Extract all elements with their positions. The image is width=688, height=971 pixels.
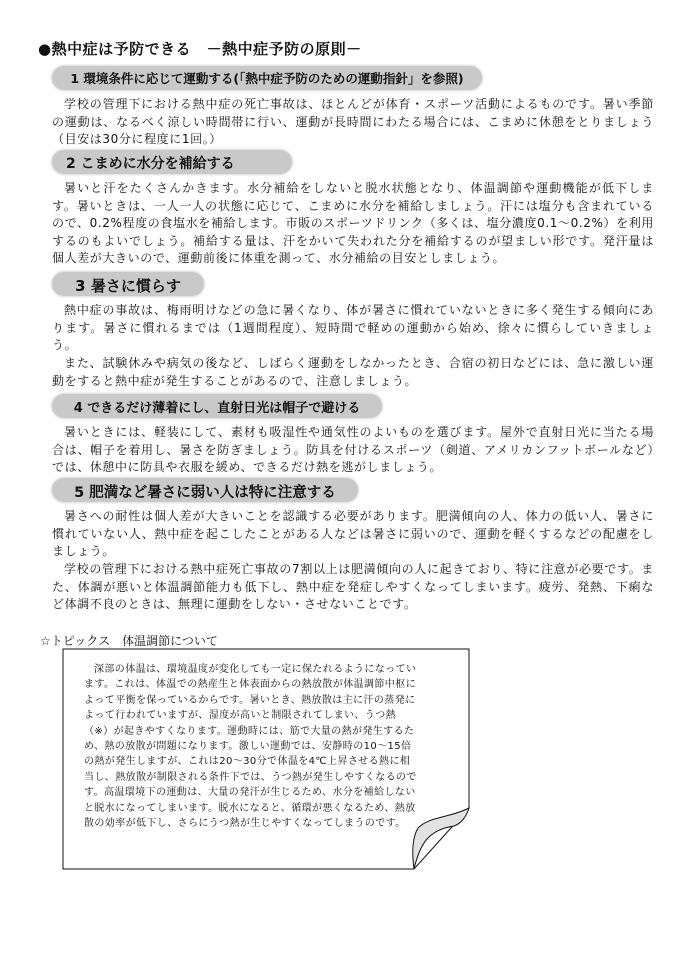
section-4-heading: 4 できるだけ薄着にし、直射日光は帽子で避ける xyxy=(73,401,361,416)
section-4-heading-bar xyxy=(52,394,382,418)
topics-note-box xyxy=(62,648,470,870)
topics-label: ☆トピックス 体温調節について xyxy=(40,634,218,648)
section-2-heading: 2 こまめに水分を補給する xyxy=(66,156,235,172)
section-5-heading: 5 肥満など暑さに弱い人は特に注意する xyxy=(74,485,336,501)
topics-body: 深部の体温は、環境温度が変化しても一定に保たれるようになっています。これは、体温での熱産生と体表面からの熱放散が体温調節中枢によって平衡を保っているからです。暑いとき、熱放散は主に汗の蒸発によって行われていますが、湿度が高いと制限されてしまい、うつ熱（※）が起きやすくなります。運動時には、筋で大量の熱が発生するため、熱の放散が問題になります。激しい運動では、安静時の10～15倍の熱が発生しますが、これは20～30分で体温を4℃上昇させる熱に相当し、熱放散が制限される条件下では、うつ熱が発生しやすくなるのです。高温環境下の運動は、大量の発汗が生じるため、水分を補給しないと脱水になってしまいます。脱水になると、循環が悪くなるため、熱放散の効率が低下し、さらにうつ熱が生じやすくなってしまうのです。 xyxy=(84,664,417,830)
section-3-paragraph-1: 熱中症の事故は、梅雨明けなどの急に暑くなり、体が暑さに慣れていないときに多く発生する傾向にあります。暑さに慣れるまでは（1週間程度）、短時間で軽めの運動から始め、徐々に慣らしていきましょう。 xyxy=(52,303,654,352)
section-1-heading-bar xyxy=(52,66,482,90)
section-4-paragraph-1: 暑いときには、軽装にして、素材も吸湿性や通気性のよいものを選びます。屋外で直射日光に当たる場合は、帽子を着用し、暑さを防ぎましょう。防具を付けるスポーツ（剣道、アメリカンフットボールなど）では、休憩中に防具や衣服を緩め、できるだけ熱を逃がしましょう。 xyxy=(52,425,654,474)
section-1-heading: 1 環境条件に応じて運動する(「熱中症予防のための運動指針」を参照) xyxy=(70,71,464,86)
section-5-paragraph-1: 暑さへの耐性は個人差が大きいことを認識する必要があります。肥満傾向の人、体力の低い人、暑さに慣れていない人、熱中症を起こしたことがある人などは暑さに弱いので、運動を軽くするなどの配慮をしましょう。 xyxy=(52,509,654,558)
section-2-heading-bar xyxy=(52,150,292,174)
section-3-heading-bar xyxy=(52,272,204,296)
section-3-heading: 3 暑さに慣らす xyxy=(75,277,181,295)
section-2-paragraph-1: 暑いと汗をたくさんかきます。水分補給をしないと脱水状態となり、体温調節や運動機能が低下します。暑いときは、一人一人の状態に応じて、こまめに水分を補給しましょう。汗には塩分も含まれているので、0.2%程度の食塩水を補給します。市販のスポーツドリンク（多くは、塩分濃度0.1～0.2%）を利用するのもよいでしょう。補給する量は、汗をかいて失われた分を補給するのが望ましい形です。発汗量は個人差が大きいので、運動前後に体重を測って、水分補給の目安としましょう。 xyxy=(52,181,654,265)
section-1-paragraph-1: 学校の管理下における熱中症の死亡事故は、ほとんどが体育・スポーツ活動によるものです。暑い季節の運動は、なるべく涼しい時間帯に行い、運動が長時間にわたる場合には、こまめに休憩をとりましょう（目安は30分に程度に1回。） xyxy=(52,97,654,146)
section-5-paragraph-2: 学校の管理下における熱中症死亡事故の7割以上は肥満傾向の人に起きており、特に注意が必要です。また、体調が悪いと体温調節能力も低下し、熱中症を発症しやすくなってしまいます。疲労、発熱、下痢など体調不良のときは、無理に運動をしない・させないことです。 xyxy=(52,562,654,611)
section-5-heading-bar xyxy=(52,478,358,502)
section-3-paragraph-2: また、試験休みや病気の後など、しばらく運動をしなかったとき、合宿の初日などには、急に激しい運動をすると熱中症が発生することがあるので、注意しましょう。 xyxy=(52,356,654,388)
page-title: ●熱中症は予防できる －熱中症予防の原則－ xyxy=(38,40,362,58)
